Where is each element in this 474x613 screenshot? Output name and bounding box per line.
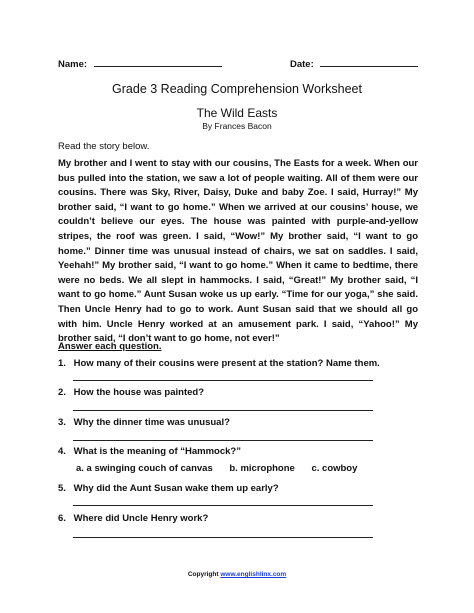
story-title: The Wild Easts bbox=[196, 106, 278, 120]
name-field[interactable] bbox=[94, 57, 222, 67]
date-label: Date: bbox=[290, 59, 314, 70]
question-text: How the house was painted? bbox=[73, 387, 205, 398]
answer-line-5[interactable] bbox=[73, 505, 373, 506]
answer-line-1[interactable] bbox=[73, 380, 373, 381]
question-number: 6. bbox=[58, 513, 66, 524]
question-4-options bbox=[76, 463, 371, 474]
question-text: What is the meaning of “Hammock?” bbox=[73, 446, 241, 457]
question-number: 4. bbox=[58, 446, 66, 457]
question-text: Where did Uncle Henry work? bbox=[73, 513, 209, 524]
question-text: Why the dinner time was unusual? bbox=[73, 417, 230, 428]
question-1 bbox=[58, 358, 380, 369]
copyright-label: Copyright bbox=[187, 571, 219, 578]
answer-line-2[interactable] bbox=[73, 410, 373, 411]
answer-line-3[interactable] bbox=[73, 440, 373, 441]
question-text: Why did the Aunt Susan wake them up early? bbox=[73, 483, 279, 494]
question-text: How many of their cousins were present at the station? Name them. bbox=[73, 358, 380, 369]
answer-line-6[interactable] bbox=[73, 537, 373, 538]
date-field[interactable] bbox=[320, 57, 418, 67]
story-author: By Frances Bacon bbox=[202, 121, 272, 131]
question-3 bbox=[58, 417, 230, 428]
question-number: 3. bbox=[58, 417, 66, 428]
question-number: 5. bbox=[58, 483, 66, 494]
name-label: Name: bbox=[58, 59, 88, 70]
worksheet-title: Grade 3 Reading Comprehension Worksheet bbox=[112, 82, 362, 96]
question-6 bbox=[58, 513, 208, 524]
story-intro: Read the story below. bbox=[58, 141, 150, 152]
option-b[interactable]: b. microphone bbox=[229, 463, 295, 474]
name-row bbox=[58, 57, 222, 70]
date-row bbox=[290, 57, 418, 70]
footer-link[interactable]: www.englishlinx.com bbox=[220, 571, 287, 578]
copyright-footer bbox=[0, 571, 474, 578]
option-c[interactable]: c. cowboy bbox=[311, 463, 358, 474]
answer-heading: Answer each question. bbox=[58, 341, 162, 352]
question-5 bbox=[58, 483, 279, 494]
question-number: 1. bbox=[58, 358, 66, 369]
question-2 bbox=[58, 387, 204, 398]
question-number: 2. bbox=[58, 387, 66, 398]
question-4 bbox=[58, 446, 241, 457]
option-a[interactable]: a. a swinging couch of canvas bbox=[76, 463, 213, 474]
story-text: My brother and I went to stay with our cousins, The Easts for a week. When our bus pulled into the station, we saw a lot of people waiting. All of them were our cousins. There was Sky, River, Daisy, Duke and baby Zoe. I said, Hurray!” My brother said, “I want to go home.” When we arrived at our cousins’ house, we couldn’t believe our eyes. The house was painted with purple-and-yellow stripes, the roof was green. I said, “Wow!” My brother said, “I want to go home.” Dinner time was unusual instead of chairs, we sat on saddles. I said, Yeehah!” My brother said, “I want to go home.” When it came to bedtime, there were no beds. We all slept in hammocks. I said, “Great!” My brother said, “I want to go home.” Aunt Susan woke us up early. “Time for our yoga,” she said. Then Uncle Henry had to go to work. Aunt Susan said that we should all go with him. Uncle Henry worked at an amusement park. I said, “Yahoo!” My brother said, “I don’t want to go home, not ever!” bbox=[58, 158, 418, 345]
